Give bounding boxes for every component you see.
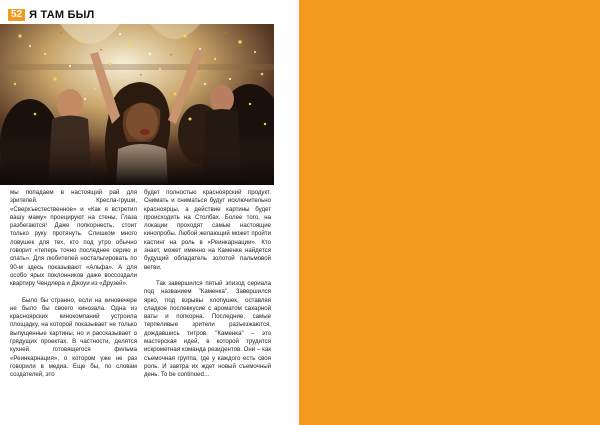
article-paragraph: будет полностью красноярский продукт. Снимать и сниматься будут исключительно красноярцы, а действие картины будет происходить на Столбах. Более того, на локации проходят самые настоящие кинопробы. Любой желающий может пройти кастинг на роль в «Реинкарнации». Кто знает, может именно на Каменке найдется будущий обладатель золотой пальмовой ветви.	[144, 189, 271, 271]
page-header	[8, 8, 94, 22]
article-paragraph: мы попадаем в настоящий рай для зрителей. Кресла-груши, «Сверхъестественное» и «Как я встретил вашу маму» проецируют на стены. Глаза разбегаются! Даже попкорнесть, стоит только руку протянуть. Слишком много ловушек для тех, кто под утро обычно говорит «теперь точно последнее серию и спать». Для любителей ностальгировать по 90-м здесь показывают «Альфа». А для особо ярых поклонников даже воссоздали квартиру Чендлера и Джоуи из «Друзей».	[10, 189, 137, 288]
article-column-2	[144, 189, 271, 380]
party-photo-illustration	[0, 24, 274, 185]
article-paragraph: Так завершился пятый эпизод сериала под названием "Каменка". Завершился ярко, под взрывы хлопушек, оставляя сладкое послевкусие с ароматом сахарной ваты и попкорна. Последние, самые терпеливые зрители разъезжаются, дождавшись титров. "Каменка" – это мастерская идей, в которой трудится искрометная команда резидентов. Они – как съемочная группа, где у каждого есть своя роль. И завтра их ждет новый съемочный день. To be continued…	[144, 279, 271, 379]
page-number: 52	[8, 9, 25, 21]
article-paragraph: Было бы странно, если на киновечере не было бы своего кинозала. Одна из красноярских кинокомпаний устроила площадку, на которой показывает не только выпущенные картины, но и рассказывает о грядущих проектах. В частности, делятся кухней готовящегося фильма «Реинкарнация», о котором уже не раз говорили в медиа. Еще бы, по словам создателей, это	[10, 296, 137, 379]
orange-page-panel	[299, 0, 600, 425]
party-photo	[0, 24, 274, 185]
section-title: Я ТАМ БЫЛ	[29, 9, 95, 21]
article-column-1	[10, 189, 137, 380]
